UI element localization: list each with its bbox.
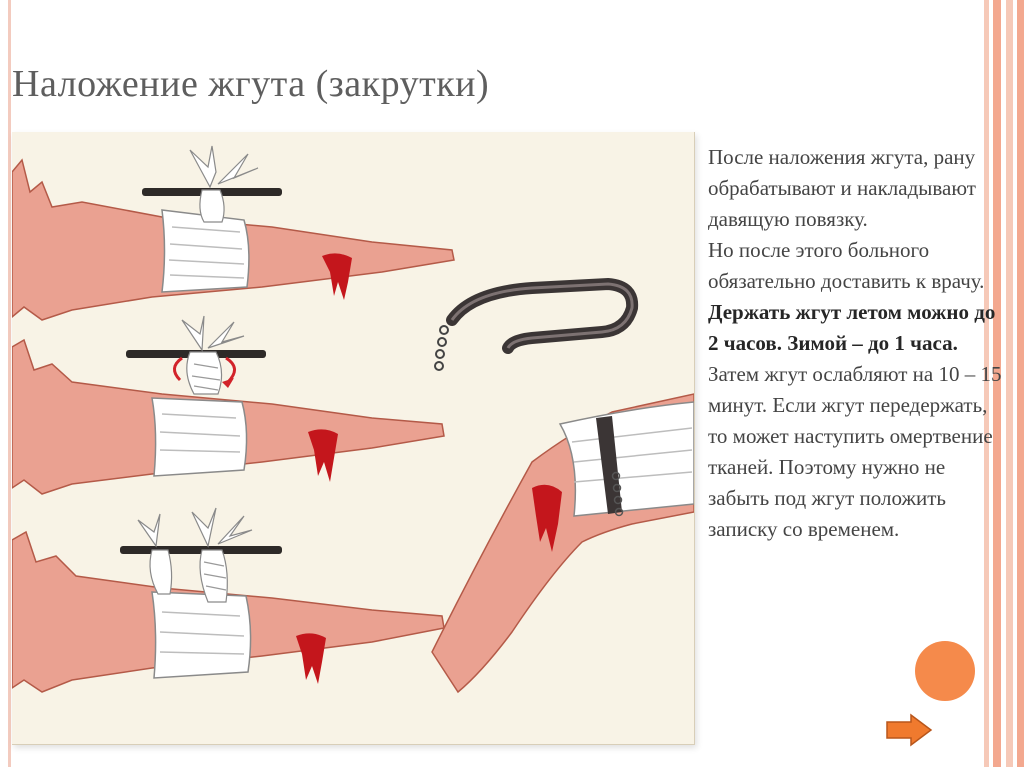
description-part-2: Но после этого больного обязательно доставить к врачу.: [708, 238, 985, 293]
arrow-right-icon[interactable]: [885, 713, 933, 747]
description-part-1: После наложения жгута, рану обрабатывают и накладывают давящую повязку.: [708, 145, 976, 231]
tourniquet-illustration: [12, 132, 695, 745]
rubber-strap: [435, 284, 632, 370]
arm-panel-3: [12, 508, 444, 692]
left-accent-rule: [8, 0, 11, 767]
decor-circle: [915, 641, 975, 701]
arm-panel-1: [12, 146, 454, 320]
arm-panel-2: [12, 316, 444, 494]
leg-panel: [432, 394, 694, 692]
slide-title: Наложение жгута (закрутки): [12, 63, 490, 105]
description-bold-duration: Держать жгут летом можно до 2 часов. Зимой – до 1 часа.: [708, 300, 996, 355]
description-part-3: Затем жгут ослабляют на 10 – 15 минут. Если жгут передержать, то может наступить омертвение тканей. Поэтому нужно не забыть под жгут положить записку со временем.: [708, 362, 1002, 541]
description-text: [708, 142, 1004, 545]
